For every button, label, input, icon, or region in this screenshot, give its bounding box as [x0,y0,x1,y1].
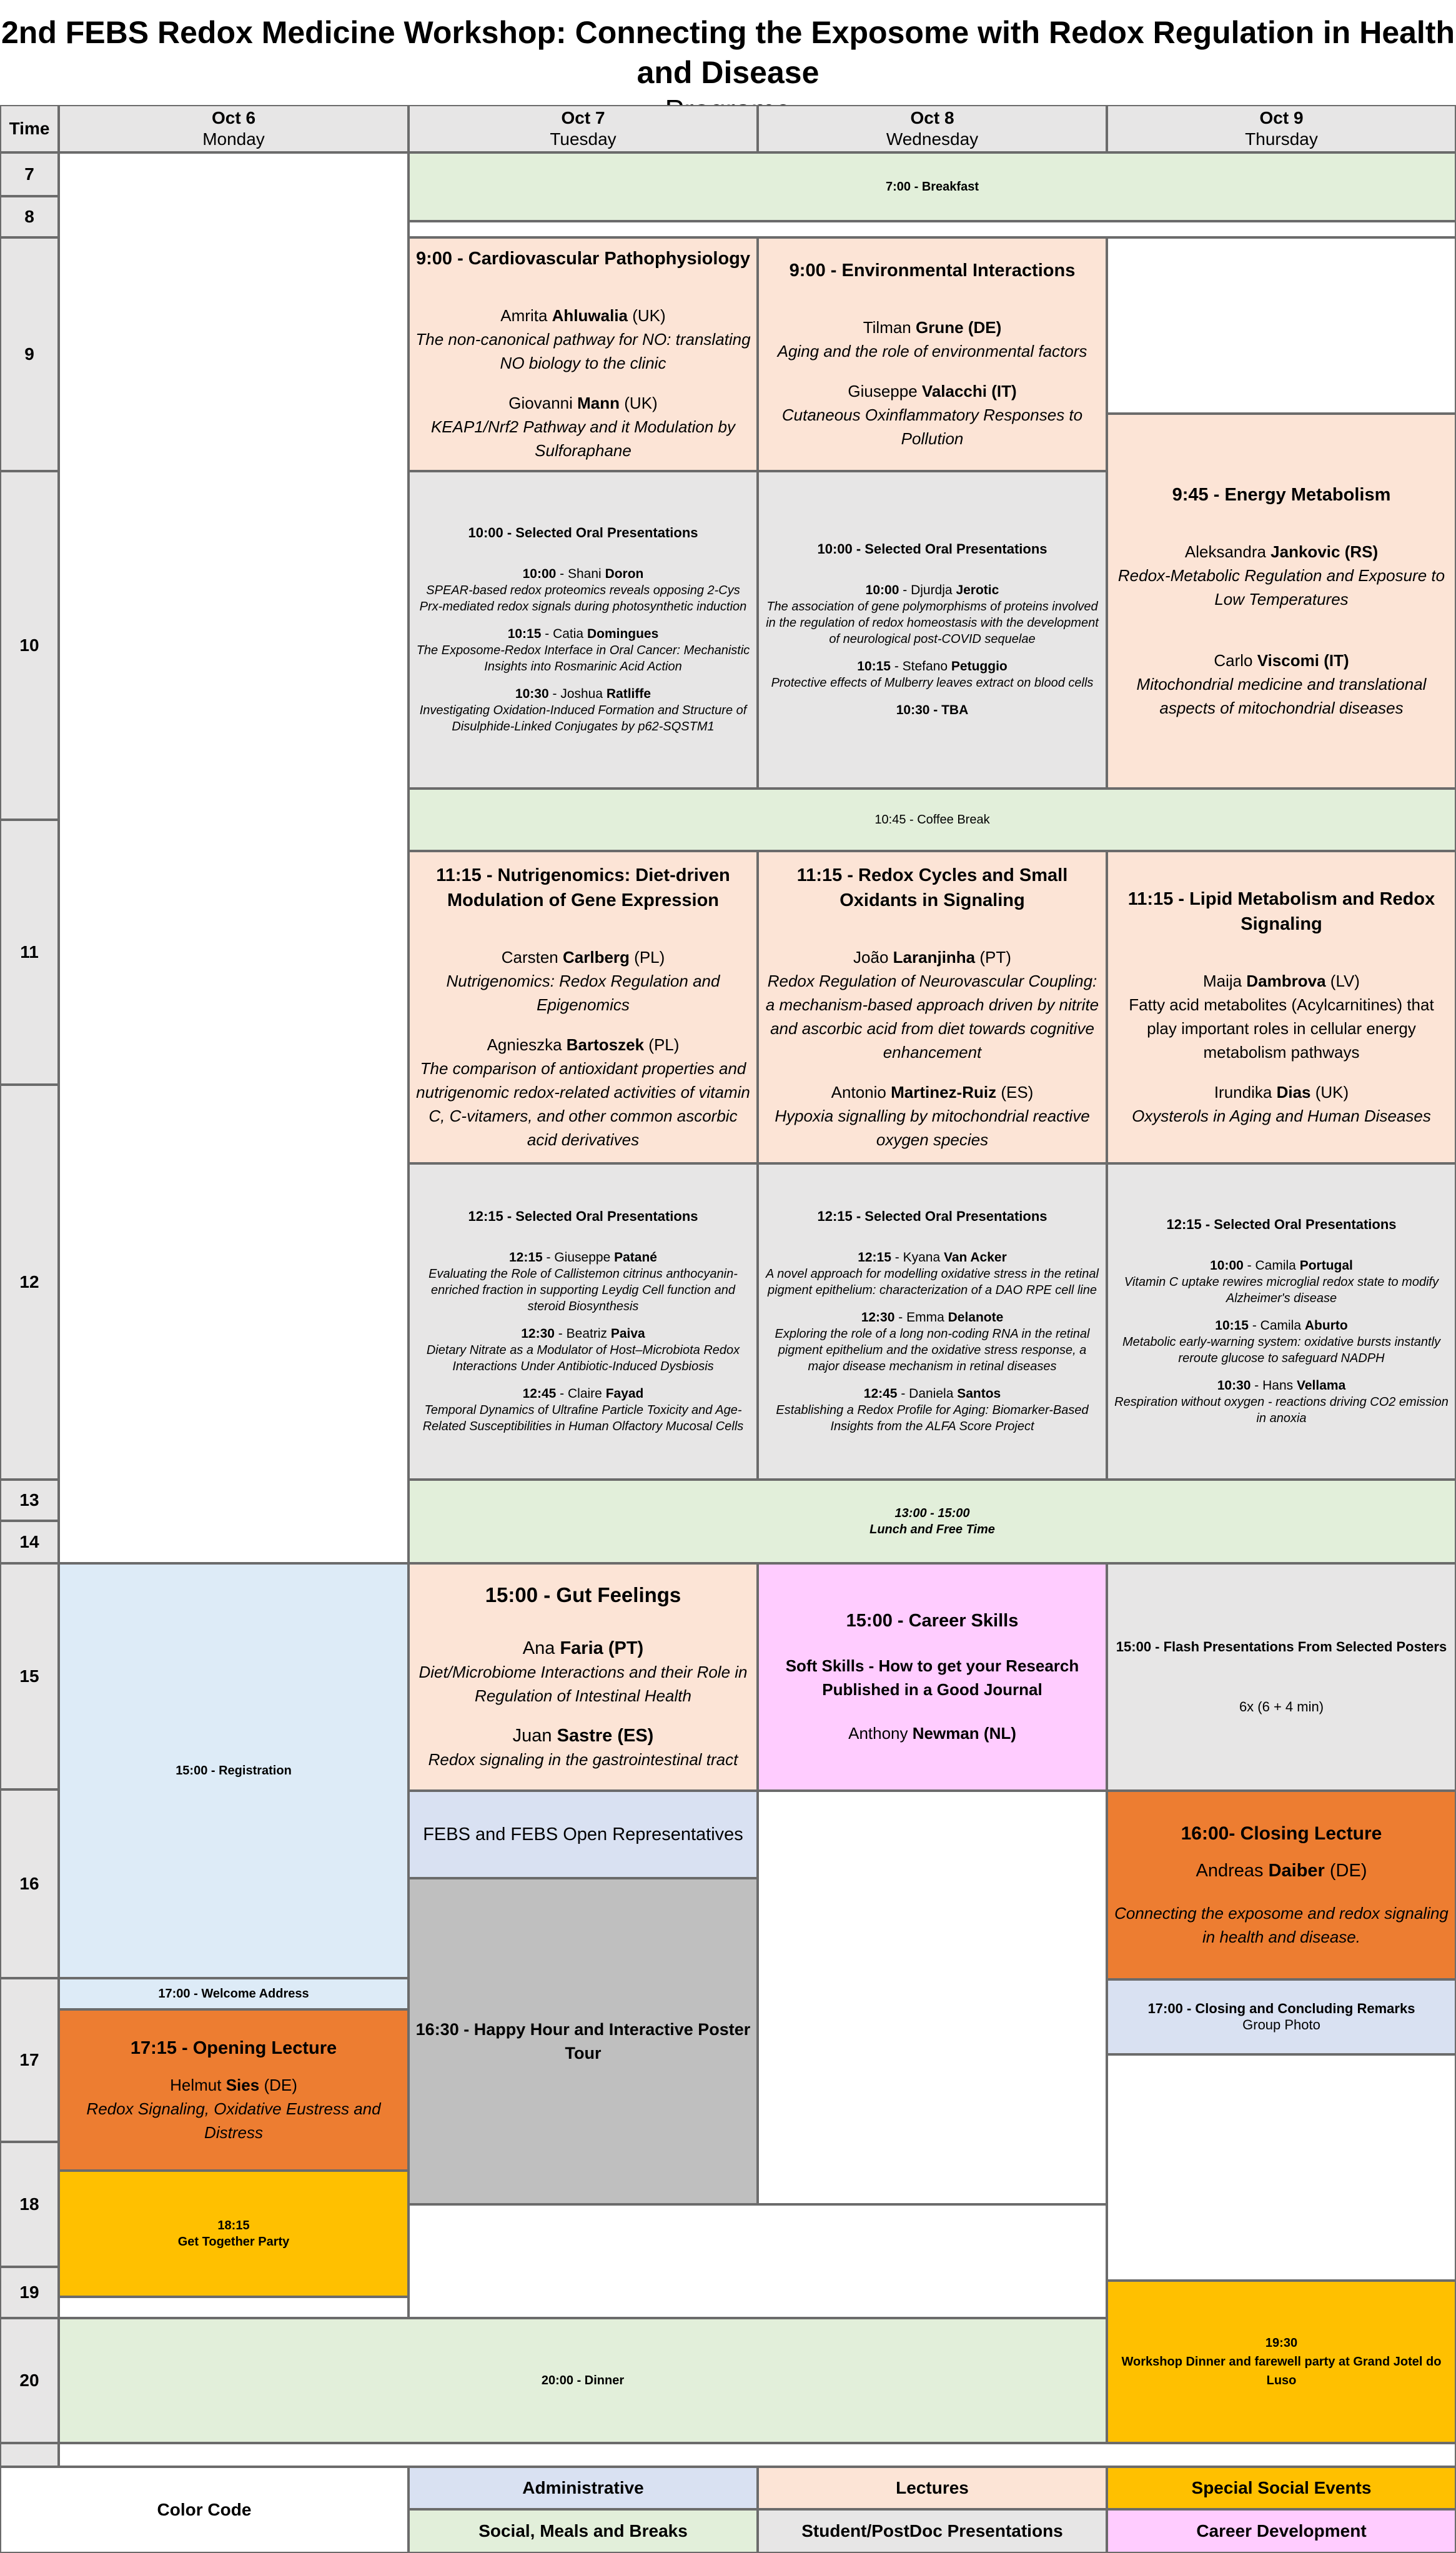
speaker-country: (DE) [1329,1861,1367,1881]
speaker-first: Emma [906,1310,944,1325]
speaker-last: Patané [614,1250,657,1265]
speaker [1185,540,1378,564]
hour-label: 7 [24,164,34,184]
hour-label: 20 [19,2371,39,2390]
speaker [523,1636,643,1660]
speaker-country: (IT) [1324,651,1349,670]
speaker-first: Giovanni [508,394,573,412]
coffee-break-label: 10:45 - Coffee Break [874,813,990,827]
speaker-last: Delanote [948,1310,1004,1325]
closing-remarks-block [1107,1979,1456,2054]
spacer-row [59,2443,1456,2467]
talk-title: Redox signaling in the gastrointestinal tract [428,1750,738,1769]
speaker-first: Catia [553,627,584,641]
hour-label: 14 [19,1532,39,1551]
session-nutrigenomics [409,851,758,1163]
speaker [1214,649,1349,672]
speaker-first: Hans [1262,1378,1294,1393]
talk-title: The association of gene polymorphisms of proteins involved in the regulation of redox homeostasis with the development of neurological post-COVID sequelae [766,600,1099,646]
legend-title: Color Code [157,2500,252,2519]
hour-cell [0,1789,59,1978]
speaker-first: Antonio [831,1083,886,1102]
session-energy-metabolism [1107,414,1456,789]
hour-label: 19 [19,2282,39,2302]
talk-title: Exploring the role of a long non-coding RNA in the retinal pigment epithelium and the oxidative stress response, a major disease mechanism in retinal diseases [775,1327,1090,1373]
hour-label: 18 [19,2194,39,2214]
speaker-first: Agnieszka [487,1035,562,1054]
speaker-last: Santos [957,1386,1001,1401]
session-title: 11:15 - Lipid Metabolism and Redox Signaling [1127,889,1435,934]
day-header-tue [409,105,758,152]
talk-title: KEAP1/Nrf2 Pathway and it Modulation by Sulforaphane [430,417,736,460]
dinner-block [59,2318,1107,2443]
speaker-last: Portugal [1299,1258,1353,1273]
speaker-last: Bartoszek [566,1035,645,1054]
speaker [1214,1080,1349,1104]
day-weekday: Wednesday [886,129,979,149]
speaker-last: Martinez-Ruiz [891,1083,997,1102]
talk-title: The comparison of antioxidant properties and nutrigenomic redox-related activities of vitamin C, C-vitamers, and other common ascorbic acid derivatives [416,1059,750,1149]
session-title: 10:00 - Selected Oral Presentations [468,525,698,540]
talk-title: Hypoxia signalling by mitochondrial reactive oxygen species [775,1107,1090,1149]
speaker-last: Carlberg [563,948,630,967]
talk-title: Connecting the exposome and redox signaling in health and disease. [1114,1904,1449,1946]
speaker-country: (IT) [991,382,1017,401]
presenter: 12:45 - Claire Fayad [522,1386,644,1401]
speaker-country: (UK) [1315,1083,1349,1102]
speaker-last: Dias [1276,1083,1311,1102]
speaker-last: Vellama [1297,1378,1346,1393]
hour-cell [0,152,59,196]
farewell-dinner-block [1107,2281,1456,2443]
empty-evening [409,2204,1107,2318]
session-title: 17:00 - Closing and Concluding Remarks [1147,2001,1415,2016]
talk-title: Metabolic early-warning system: oxidative bursts instantly reroute glucose to safeguard NADPH [1122,1335,1441,1365]
speaker [831,1080,1034,1104]
session-career-skills [758,1563,1107,1791]
talk-time: 10:00 [1210,1258,1244,1273]
party-time: 18:15 [217,2219,250,2232]
day-header-thu [1107,105,1456,152]
welcome-address-label: 17:00 - Welcome Address [158,1987,309,2001]
talk-title: Aging and the role of environmental factors [777,342,1087,361]
hour-cell [0,1480,59,1521]
presenter: 12:15 - Giuseppe Patané [508,1250,657,1265]
happy-hour-block [409,1878,758,2204]
session-title: 10:00 - Selected Oral Presentations [817,541,1047,557]
speaker [170,2073,297,2097]
dinner-label: 20:00 - Dinner [541,2374,625,2387]
talk-title: Protective effects of Mulberry leaves extract on blood cells [771,676,1094,690]
speaker-country: (NL) [983,1724,1016,1743]
talk-title: Redox Signaling, Oxidative Eustress and Distress [86,2099,381,2142]
speaker [853,945,1011,969]
talk-title: The Exposome-Redox Interface in Oral Cancer: Mechanistic Insights into Rosmarinic Acid Action [416,644,750,674]
speaker-last: Daiber [1268,1861,1325,1881]
speaker-country: (ES) [1001,1083,1034,1102]
welcome-address-block [59,1978,409,2009]
spacer-row [409,221,1456,237]
talk-time: 12:45 [522,1386,557,1401]
talk-title: Diet/Microbiome Interactions and their Role in Regulation of Intestinal Health [418,1663,748,1705]
session-redox-cycles [758,851,1107,1163]
speaker-last: Viscomi [1257,651,1319,670]
speaker-last: Grune [916,318,964,337]
get-together-party-block [59,2171,409,2297]
session-title: 15:00 - Flash Presentations From Selected Posters [1116,1639,1447,1655]
talk-time: 10:00 [865,583,899,597]
speaker-first: Stefano [902,659,948,674]
speaker-country: (DE) [968,318,1002,337]
closing-lecture-block [1107,1791,1456,1979]
hour-cell [0,1563,59,1789]
happy-hour-label: 16:30 - Happy Hour and Interactive Poster Tour [415,2020,751,2063]
legend-item-special-social [1107,2467,1456,2509]
presenter: 10:00 - Djurdja Jerotic [865,583,999,597]
speaker-first: Beatriz [566,1326,607,1341]
oral-session-wed-am [758,471,1107,789]
wednesday-empty-block [758,1791,1107,2204]
speaker-first: Camila [1260,1318,1302,1333]
talk-title: Evaluating the Role of Callistemon citrinus anthocyanin-enriched fraction in supporting Leydig Cell function and steroid Biosynthesis [428,1267,738,1313]
speaker-first: Irundika [1214,1083,1272,1102]
session-gut-feelings [409,1563,758,1791]
hour-label: 10 [19,635,39,655]
speaker-first: Ana [522,1638,555,1658]
speaker-country: (PL) [634,948,665,967]
session-title: 11:15 - Redox Cycles and Small Oxidants in Signaling [796,865,1068,910]
speaker-last: Mann [577,394,620,412]
speaker-country: (ES) [617,1726,654,1746]
session-title: 15:00 - Career Skills [846,1611,1019,1631]
day-date: Oct 6 [211,108,256,127]
presenter: 10:15 - Camila Aburto [1215,1318,1348,1333]
speaker-last: Valacchi [921,382,987,401]
speaker-country: (PT) [979,948,1011,967]
speaker-last: Newman [912,1724,979,1743]
talk-title: Nutrigenomics: Redox Regulation and Epigenomics [446,972,720,1014]
party-label: Get Together Party [177,2235,290,2249]
speaker-first: Carlo [1214,651,1253,670]
hour-label: 16 [19,1874,39,1893]
hour-cell [0,820,59,1085]
talk-title: Mitochondrial medicine and translational aspects of mitochondrial diseases [1136,675,1427,717]
talk-title: A novel approach for modelling oxidative stress in the retinal pigment epithelium: characterization of a DAO RPE cell line [766,1267,1099,1297]
talk-time: 10:00 [522,567,557,581]
speaker-first: Claire [567,1386,602,1401]
talk-time: 12:30 [521,1326,555,1341]
legend-item-career-development [1107,2509,1456,2553]
hour-cell [0,1978,59,2142]
session-subtitle: Soft Skills - How to get your Research Published in a Good Journal [785,1656,1079,1699]
speaker-first: Maija [1203,972,1242,990]
speaker [500,304,665,327]
speaker-first: Daniela [909,1386,954,1401]
session-title: 9:00 - Environmental Interactions [789,261,1076,281]
day-header-wed [758,105,1107,152]
session-title: 16:00- Closing Lecture [1181,1823,1382,1844]
lunch-time: 13:00 - 15:00 [894,1506,970,1520]
speaker [1203,969,1360,993]
speaker-first: Shani [568,567,602,581]
talk-time: 12:30 [861,1310,895,1325]
speaker-first: Tilman [863,318,911,337]
speaker-first: Anthony [848,1724,908,1743]
talk-title: Cutaneous Oxinflammatory Responses to Pollution [781,406,1083,448]
thursday-empty-late [1107,2054,1456,2281]
opening-lecture-block [59,2009,409,2171]
speaker-last: Paiva [610,1326,645,1341]
speaker-country: (PT) [608,1638,644,1658]
talk-time: 10:15 [857,659,891,674]
session-lipid-metabolism [1107,851,1456,1163]
speaker [487,1033,680,1057]
speaker-first: Juan [512,1726,552,1746]
speaker-first: João [853,948,889,967]
time-header-label: Time [9,119,50,138]
speaker-last: Aburto [1304,1318,1348,1333]
talk-title: Dietary Nitrate as a Modulator of Host–Microbiota Redox Interactions Under Antibiotic-Induced Dysbiosis [426,1343,740,1373]
speaker-last: Doron [605,567,644,581]
speaker-first: Giuseppe [848,382,918,401]
page-title: 2nd FEBS Redox Medicine Workshop: Connecting the Exposome with Redox Regulation in Health and Disease [1,15,1455,90]
oral-session-wed-noon [758,1163,1107,1480]
speaker-last: Jerotic [956,583,999,597]
speaker [508,391,657,415]
presenter [896,702,969,719]
presenter: 10:00 - Camila Portugal [1210,1258,1353,1273]
talk-title: Respiration without oxygen - reactions driving CO2 emission in anoxia [1114,1395,1449,1425]
presenter: 10:15 - Catia Domingues [507,627,659,641]
talk-time: 10:15 [507,627,542,641]
speaker-last: Jankovic [1270,542,1340,561]
thursday-empty-block [1107,237,1456,414]
legend-text: Special Social Events [1191,2478,1372,2497]
hour-label: 17 [19,2050,39,2069]
talk-title: Establishing a Redox Profile for Aging: Biomarker-Based Insights from the ALFA Score Project [776,1403,1089,1433]
talk-title: Temporal Dynamics of Ultrafine Particle Toxicity and Age-Related Susceptibilities in Human Olfactory Mucosal Cells [422,1403,744,1433]
hour-cell [0,2318,59,2443]
session-title: 12:15 - Selected Oral Presentations [817,1208,1047,1224]
febs-representatives-block [409,1791,758,1878]
session-title: 12:15 - Selected Oral Presentations [1166,1217,1397,1232]
hour-cell [0,2142,59,2267]
presenter: 10:30 - Joshua Ratliffe [515,687,651,701]
presenter: 12:30 - Beatriz Paiva [521,1326,645,1341]
speaker-country: (RS) [1344,542,1379,561]
speaker-country: (UK) [632,306,666,325]
hour-cell [0,2267,59,2318]
session-title: 9:00 - Cardiovascular Pathophysiology [415,249,751,269]
legend-text: Student/PostDoc Presentations [801,2521,1063,2541]
day-header-mon [59,105,409,152]
hour-cell [0,237,59,471]
speaker-first: Camila [1255,1258,1296,1273]
oral-session-thu-noon [1107,1163,1456,1480]
hour-label: 8 [24,207,34,226]
talk-time: 10:30 [1217,1378,1251,1393]
oral-session-tue-noon [409,1163,758,1480]
breakfast-block [409,152,1456,221]
speaker-first: Amrita [500,306,548,325]
legend-text: Administrative [522,2478,644,2497]
speaker-last: Dambrova [1246,972,1326,990]
talk-time: 12:45 [863,1386,898,1401]
speaker-first: Joshua [560,687,603,701]
flash-presentations-block [1107,1563,1456,1791]
legend-item-lectures [758,2467,1107,2509]
breakfast-label: 7:00 - Breakfast [886,180,979,194]
session-title: 12:15 - Selected Oral Presentations [468,1208,698,1224]
presenter: 12:15 - Kyana Van Acker [858,1250,1007,1265]
hour-label: 13 [19,1490,39,1510]
talk-title: Redox Regulation of Neurovascular Coupling: a mechanism-based approach driven by nitrite and ascorbic acid from diet towards cognitive enhancement [765,972,1099,1062]
speaker-first: Kyana [903,1250,941,1265]
monday-empty-block [59,152,409,1563]
hour-label: 9 [24,344,34,364]
session-detail: 6x (6 + 4 min) [1239,1699,1324,1714]
talk-time: 10:15 [1215,1318,1249,1333]
talk-title: Vitamin C uptake rewires microglial redox state to modify Alzheimer's disease [1124,1275,1439,1305]
speaker-country: (UK) [624,394,658,412]
day-weekday: Monday [202,129,265,149]
time-column-header [0,105,59,152]
day-weekday: Tuesday [550,129,617,149]
speaker-first: Aleksandra [1184,542,1266,561]
presenter: 12:30 - Emma Delanote [861,1310,1004,1325]
day-date: Oct 7 [561,108,605,127]
talk-time: 10:30 - TBA [896,703,969,717]
farewell-time: 19:30 [1265,2336,1298,2350]
speaker-last: Ratliffe [606,687,651,701]
presenter: 10:15 - Stefano Petuggio [857,659,1008,674]
legend-text: Social, Meals and Breaks [478,2521,688,2541]
speaker-country: (LV) [1330,972,1360,990]
lunch-block [409,1480,1456,1563]
speaker-first: Carsten [501,948,558,967]
presenter: 10:00 - Shani Doron [522,567,644,581]
presenter: 10:30 - Hans Vellama [1217,1378,1346,1393]
presenter: 12:45 - Daniela Santos [863,1386,1001,1401]
speaker-last: Ahluwalia [552,306,628,325]
hour-label: 12 [19,1272,39,1291]
speaker [513,1724,654,1748]
talk-title: Oxysterols in Aging and Human Diseases [1132,1107,1431,1125]
registration-block [59,1563,409,1978]
day-date: Oct 9 [1259,108,1304,127]
febs-label: FEBS and FEBS Open Representatives [423,1824,743,1844]
speaker [863,316,1002,339]
speaker-country: (DE) [264,2076,297,2094]
speaker-last: Domingues [587,627,659,641]
session-environmental [758,237,1107,471]
speaker-first: Helmut [170,2076,222,2094]
hour-cell [0,471,59,820]
legend-item-social-meals [409,2509,758,2553]
talk-title: Fatty acid metabolites (Acylcarnitines) that play important roles in cellular energy metabolism pathways [1129,995,1434,1062]
spacer-cell [59,2297,409,2318]
speaker-last: Fayad [605,1386,644,1401]
hour-label: 15 [19,1666,39,1686]
farewell-label: Workshop Dinner and farewell party at Grand Jotel do Luso [1121,2355,1442,2387]
hour-cell [0,1085,59,1480]
session-title: 15:00 - Gut Feelings [485,1583,681,1606]
talk-time: 12:15 [508,1250,543,1265]
speaker-last: Petuggio [951,659,1008,674]
speaker [848,379,1016,403]
session-title: 11:15 - Nutrigenomics: Diet-driven Modulation of Gene Expression [436,865,730,910]
legend-item-student-postdoc [758,2509,1107,2553]
speaker-last: Sies [225,2076,260,2094]
talk-title: Redox-Metabolic Regulation and Exposure to Low Temperatures [1117,566,1445,609]
legend-text: Career Development [1196,2521,1367,2541]
speaker-last: Van Acker [943,1250,1007,1265]
speaker-first: Djurdja [911,583,953,597]
speaker [502,945,665,969]
speaker-last: Faria [560,1638,603,1658]
talk-title: SPEAR-based redox proteomics reveals opposing 2-Cys Prx-mediated redox signals during photosynthetic induction [419,584,747,614]
hour-label: 11 [20,942,39,962]
registration-label: 15:00 - Registration [176,1764,292,1778]
session-title: 9:45 - Energy Metabolism [1172,485,1391,505]
talk-time: 12:15 [858,1250,891,1265]
speaker-first: Giuseppe [554,1250,611,1265]
legend-label [0,2467,409,2553]
talk-title: The non-canonical pathway for NO: translating NO biology to the clinic [415,330,751,372]
hour-cell [0,1521,59,1563]
session-title: 17:15 - Opening Lecture [130,2038,337,2058]
lunch-label: Lunch and Free Time [869,1523,995,1536]
coffee-break-block [409,789,1456,851]
speaker-last: Sastre [557,1726,613,1746]
session-detail: Group Photo [1242,2017,1320,2033]
talk-title: Investigating Oxidation-Induced Formation and Structure of Disulphide-Linked Conjugates by p62-SQSTM1 [419,704,747,734]
speaker [848,1724,1016,1743]
speaker-country: (PL) [648,1035,680,1054]
speaker-first: Andreas [1196,1861,1264,1881]
talk-time: 10:30 [515,687,549,701]
oral-session-tue-am [409,471,758,789]
hour-cell [0,196,59,237]
speaker-last: Laranjinha [893,948,976,967]
session-cardiovascular [409,237,758,471]
hour-spacer [0,2443,59,2467]
legend-item-administrative [409,2467,758,2509]
speaker [1196,1859,1367,1883]
legend-text: Lectures [896,2478,969,2497]
day-weekday: Thursday [1245,129,1318,149]
day-date: Oct 8 [910,108,954,127]
